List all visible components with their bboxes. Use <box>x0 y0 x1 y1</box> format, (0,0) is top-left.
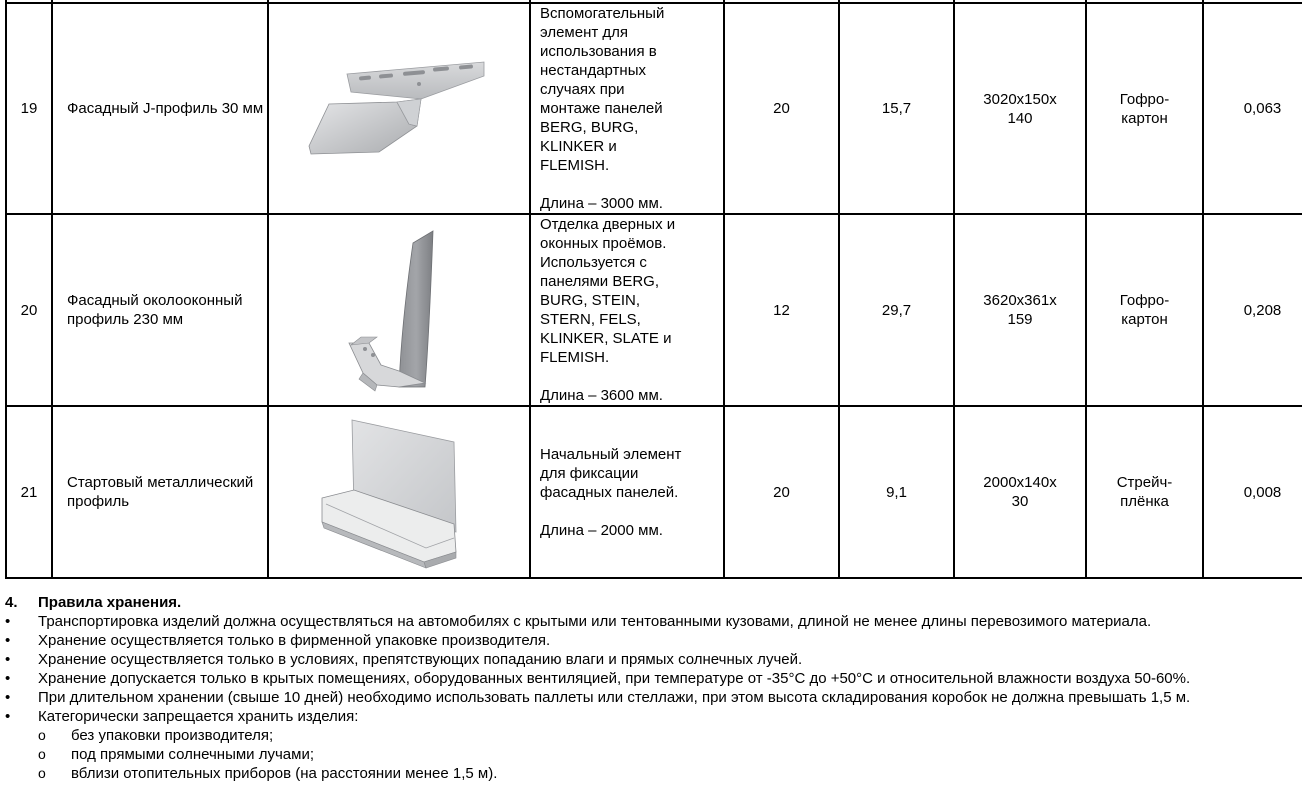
j-profile-image <box>299 54 499 164</box>
sub-bullet-icon: o <box>38 765 46 781</box>
products-table <box>5 0 1302 579</box>
row-number: 19 <box>6 3 52 214</box>
weight-cell: 9,1 <box>839 406 954 578</box>
dimensions-cell: 2000x140x 30 <box>954 406 1086 578</box>
storage-rules-section <box>5 593 1300 783</box>
row-number: 21 <box>6 406 52 578</box>
section-heading <box>5 593 1300 612</box>
packaging-cell: Стрейч- плёнка <box>1086 406 1203 578</box>
section-number: 4. <box>5 594 18 611</box>
dimensions-cell: 3620x361x 159 <box>954 214 1086 406</box>
volume-cell: 0,208 <box>1203 214 1302 406</box>
product-name: Стартовый металлический профиль <box>52 406 268 578</box>
packaging-cell: Гофро- картон <box>1086 3 1203 214</box>
list-item: • Транспортировка изделий должна осуществляться на автомобилях с крытыми или тентованными кузовами, длиной не менее длины перевозимого материала. <box>5 613 1152 630</box>
sub-bullet-icon: o <box>38 727 46 743</box>
weight-cell: 29,7 <box>839 214 954 406</box>
table-row <box>6 406 1302 578</box>
list-item: • Хранение допускается только в крытых помещениях, оборудованных вентиляцией, при температуре от -35°С до +50°С и относительной влажности воздуха 50-60%. <box>5 670 1191 687</box>
row-number: 20 <box>6 214 52 406</box>
product-name: Фасадный J-профиль 30 мм <box>52 3 268 214</box>
quantity-cell: 20 <box>724 3 839 214</box>
product-description: Отделка дверных и оконных проёмов. Используется с панелями BERG, BURG, STEIN, STERN, FELS, KLINKER, SLATE и FLEMISH. Длина – 3600 мм. <box>530 214 724 406</box>
bullet-icon: • <box>5 708 11 725</box>
bullet-icon: • <box>5 613 11 630</box>
bullet-icon: • <box>5 689 11 706</box>
bullet-icon: • <box>5 632 11 649</box>
quantity-cell: 20 <box>724 406 839 578</box>
volume-cell: 0,063 <box>1203 3 1302 214</box>
section-title: Правила хранения. <box>38 594 182 611</box>
product-description: Начальный элемент для фиксации фасадных панелей. Длина – 2000 мм. <box>530 406 724 578</box>
product-description: Вспомогательный элемент для использования в нестандартных случаях при монтаже панелей BERG, BURG, KLINKER и FLEMISH. Длина – 3000 мм. <box>530 3 724 214</box>
bullet-icon: • <box>5 651 11 668</box>
list-item: • При длительном хранении (свыше 10 дней) необходимо использовать паллеты или стеллажи, при этом высота складирования коробок не должна превышать 1,5 м. <box>5 689 1191 706</box>
table-row <box>6 214 1302 406</box>
list-item: • Хранение осуществляется только в условиях, препятствующих попаданию влаги и прямых солнечных лучей. <box>5 651 803 668</box>
product-name: Фасадный околооконный профиль 230 мм <box>52 214 268 406</box>
sub-list-item: o вблизи отопительных приборов (на расстоянии менее 1,5 м). <box>38 765 498 782</box>
bullet-icon: • <box>5 670 11 687</box>
sub-list-item: o под прямыми солнечными лучами; <box>38 746 314 763</box>
sub-bullet-icon: o <box>38 746 46 762</box>
dimensions-cell: 3020x150x 140 <box>954 3 1086 214</box>
sub-list-item: o без упаковки производителя; <box>38 727 274 744</box>
list-item: • Хранение осуществляется только в фирменной упаковке производителя. <box>5 632 551 649</box>
quantity-cell: 12 <box>724 214 839 406</box>
volume-cell: 0,008 <box>1203 406 1302 578</box>
table-row <box>6 3 1302 214</box>
partial-row-text <box>549 0 672 1</box>
list-item: • Категорически запрещается хранить изделия: <box>5 708 359 725</box>
starter-profile-image <box>314 412 484 572</box>
weight-cell: 15,7 <box>839 3 954 214</box>
packaging-cell: Гофро- картон <box>1086 214 1203 406</box>
window-profile-image <box>329 225 469 395</box>
